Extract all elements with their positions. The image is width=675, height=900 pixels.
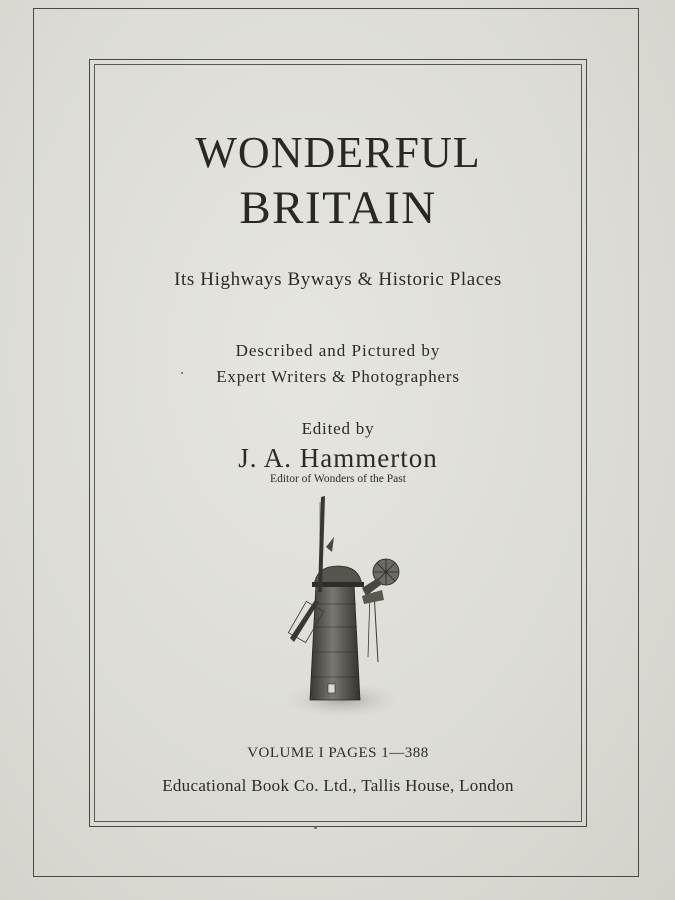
windmill-illustration (276, 492, 412, 722)
book-title-line-1: WONDERFUL (195, 128, 481, 177)
book-title-line-2: BRITAIN (239, 182, 437, 234)
editor-note: Editor of Wonders of the Past (270, 473, 406, 485)
description-line-1: Described and Pictured by (235, 341, 441, 360)
description-line-2: Expert Writers & Photographers (216, 367, 460, 386)
publisher-imprint: Educational Book Co. Ltd., Tallis House, London (162, 776, 514, 795)
paper-speck (181, 372, 183, 374)
paper-speck (314, 826, 317, 829)
edited-by-label: Edited by (301, 419, 375, 438)
volume-info: VOLUME I PAGES 1—388 (247, 745, 429, 761)
book-subtitle: Its Highways Byways & Historic Places (174, 269, 502, 290)
editor-name: J. A. Hammerton (238, 443, 438, 473)
